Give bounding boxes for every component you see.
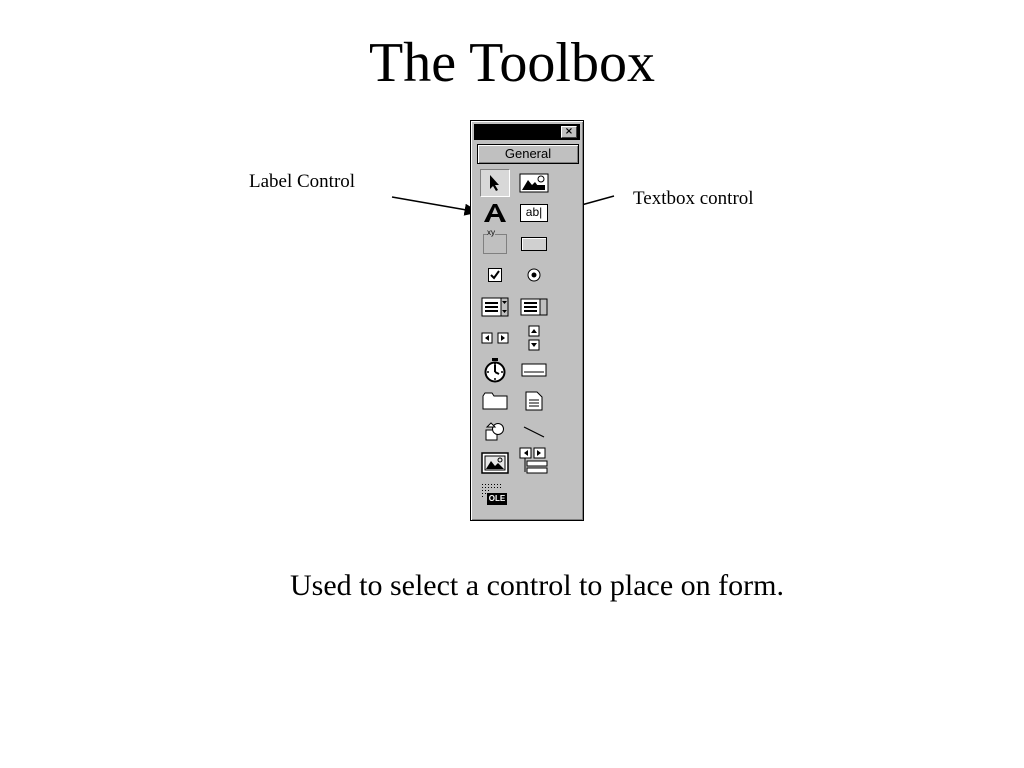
dirlistbox-tool[interactable]: [480, 387, 510, 415]
line-tool[interactable]: [519, 418, 549, 446]
shape-tool[interactable]: [480, 418, 510, 446]
slide-caption: Used to select a control to place on form.: [289, 569, 784, 602]
ole-icon-label: OLE: [488, 494, 506, 503]
slide-title: The Toolbox: [369, 32, 655, 94]
listbox-icon: [520, 298, 548, 316]
optionbutton-tool[interactable]: [519, 261, 549, 289]
close-button[interactable]: ×: [561, 126, 577, 138]
combobox-icon: [481, 297, 509, 317]
vscrollbar-icon: [528, 325, 540, 351]
dirlistbox-icon: [482, 392, 508, 410]
data-icon: [519, 447, 549, 475]
line-icon: [522, 425, 546, 439]
textbox-tool[interactable]: [519, 199, 549, 227]
frame-tool[interactable]: [480, 230, 510, 258]
filelistbox-icon: [524, 391, 544, 411]
ole-tool[interactable]: [480, 481, 510, 509]
toolbox-window: [470, 120, 584, 521]
toolbox-titlebar[interactable]: [474, 124, 580, 140]
drivelistbox-tool[interactable]: [519, 356, 549, 384]
checkbox-icon: [487, 267, 503, 283]
label-tool[interactable]: [480, 199, 510, 227]
label-arrow: [392, 197, 478, 212]
label-control-callout: Label Control: [249, 171, 356, 192]
shape-icon: [484, 422, 506, 442]
label-icon: [482, 202, 508, 224]
ole-icon: [481, 483, 509, 507]
timer-icon: [483, 357, 507, 383]
filelistbox-tool[interactable]: [519, 387, 549, 415]
image-tool[interactable]: [480, 449, 510, 477]
image-icon: [481, 452, 509, 474]
commandbutton-tool[interactable]: [519, 230, 549, 258]
frame-icon-label: xy: [487, 228, 495, 237]
drivelistbox-icon: [521, 363, 547, 377]
combobox-tool[interactable]: [480, 293, 510, 321]
textbox-control-callout: Textbox control: [633, 188, 754, 209]
picturebox-icon: [519, 172, 549, 194]
timer-tool[interactable]: [480, 356, 510, 384]
hscrollbar-icon: [481, 332, 509, 344]
pointer-icon: [487, 174, 503, 192]
textbox-icon: ab|: [520, 204, 548, 222]
checkbox-tool[interactable]: [480, 261, 510, 289]
data-tool[interactable]: [519, 447, 549, 475]
tab-general[interactable]: General: [477, 144, 579, 164]
hscrollbar-tool[interactable]: [480, 324, 510, 352]
pointer-tool[interactable]: [480, 169, 510, 197]
listbox-tool[interactable]: [519, 293, 549, 321]
vscrollbar-tool[interactable]: [519, 324, 549, 352]
frame-icon: [483, 228, 507, 254]
commandbutton-icon: [521, 237, 547, 251]
picturebox-tool[interactable]: [519, 169, 549, 197]
optionbutton-icon: [526, 267, 542, 283]
